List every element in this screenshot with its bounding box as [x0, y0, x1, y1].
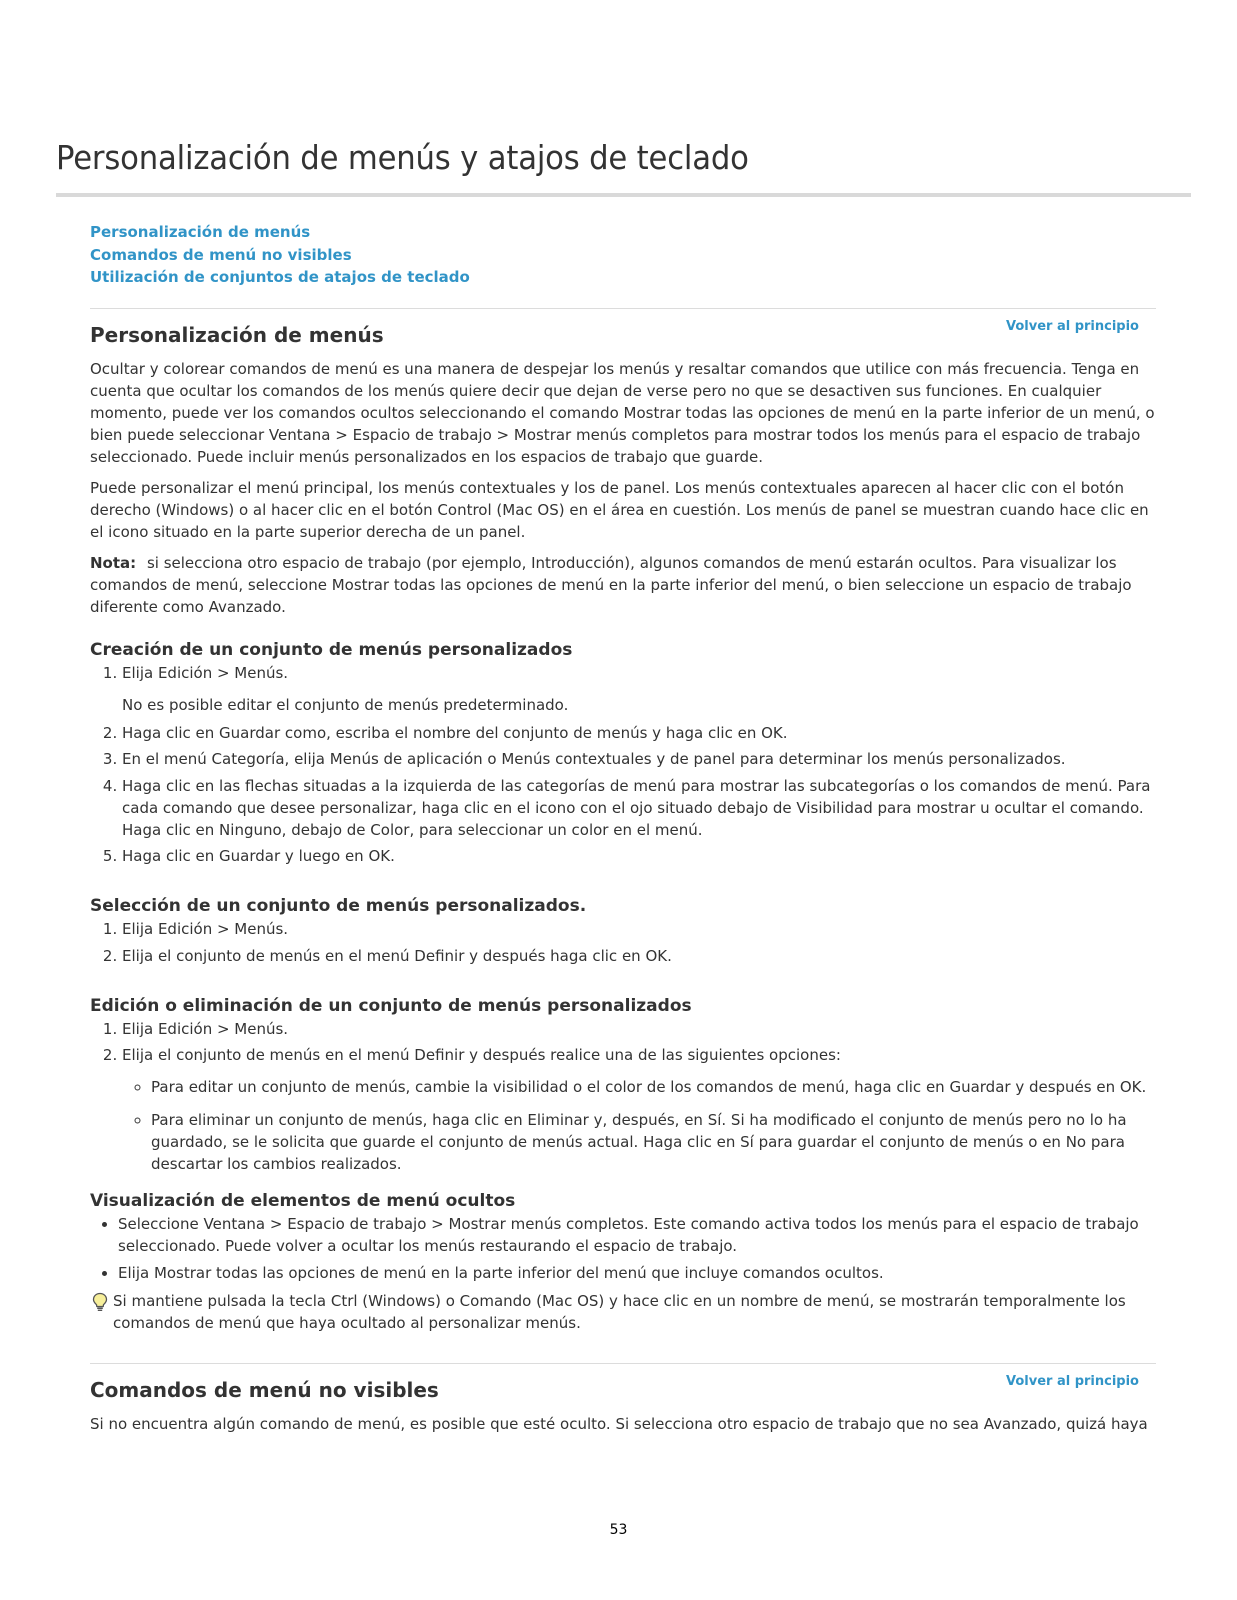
list-item: 1. Elija Edición > Menús. [122, 1018, 1156, 1040]
paragraph: Si no encuentra algún comando de menú, es posible que esté oculto. Si selecciona otro espacio de trabajo que no sea Avanzado, quizá haya [90, 1414, 1148, 1433]
subheading-crear: Creación de un conjunto de menús personalizados [90, 639, 573, 660]
page-number: 53 [609, 1522, 628, 1538]
paragraph: Ocultar y colorear comandos de menú es una manera de despejar los menús y resaltar comandos que utilice con más frecuencia. Tenga en cuenta que ocultar los comandos de los menús quiere decir que dejan de verse pero no que se desactiven sus funciones. En cualquier momento, puede ver los comandos ocultos seleccionando el comando Mostrar todas las opciones de menú en la parte inferior de un menú, o bien puede seleccionar Ventana > Espacio de trabajo > Mostrar menús completos para mostrar todos los menús para el espacio de trabajo seleccionado. Puede incluir menús personalizados en los espacios de trabajo que guarde. [90, 359, 1155, 466]
step-note: No es posible editar el conjunto de menús predeterminado. [122, 695, 569, 714]
list-item: 1. Elija Edición > Menús. [122, 918, 1156, 940]
list-item: 5. Haga clic en Guardar y luego en OK. [122, 845, 1156, 867]
toc-link-atajos-teclado[interactable]: Utilización de conjuntos de atajos de teclado [90, 268, 470, 286]
note-text: si selecciona otro espacio de trabajo (por ejemplo, Introducción), algunos comandos de menú estarán ocultos. Para visualizar los comandos de menú, seleccione Mostrar todas las opciones de menú en la parte inferior del menú, o bien seleccione un espacio de trabajo diferente como Avanzado. [90, 553, 1132, 616]
back-to-top-link[interactable]: Volver al principio [1005, 318, 1139, 334]
steps-list [90, 918, 1156, 967]
section-comandos-no-visibles [90, 1363, 1156, 1435]
toc-link-personalizacion[interactable]: Personalización de menús [90, 223, 311, 241]
section-heading: Comandos de menú no visibles [90, 1377, 439, 1402]
section-personalizacion [90, 308, 1156, 1334]
steps-list [90, 1018, 1156, 1176]
subheading-ocultos: Visualización de elementos de menú ocultos [90, 1191, 516, 1211]
list-item: • Seleccione Ventana > Espacio de trabajo > Mostrar menús completos. Este comando activa todos los menús para el espacio de trabajo seleccionado. Puede volver a ocultar los menús restaurando el espacio de trabajo. [118, 1213, 1156, 1257]
tip [90, 1290, 1156, 1334]
paragraph: Puede personalizar el menú principal, los menús contextuales y los de panel. Los menús contextuales aparecen al hacer clic con el botón derecho (Windows) o al hacer clic en el botón Control (Mac OS) en el área en cuestión. Los menús de panel se muestran cuando hace clic en el icono situado en la parte superior derecha de un panel. [90, 478, 1149, 541]
table-of-contents [90, 221, 1156, 289]
list-item: 3. En el menú Categoría, elija Menús de aplicación o Menús contextuales y de panel para determinar los menús personalizados. [122, 748, 1156, 770]
note [90, 552, 1156, 618]
options-list [122, 1076, 1156, 1175]
list-item: • Elija Mostrar todas las opciones de menú en la parte inferior del menú que incluye comandos ocultos. [118, 1262, 1156, 1284]
list-item: ◦ Para eliminar un conjunto de menús, haga clic en Eliminar y, después, en Sí. Si ha modificado el conjunto de menús pero no lo ha guardado, se le solicita que guarde el conjunto de menús actual. Haga clic en Sí para guardar el conjunto de menús o en No para descartar los cambios realizados. [151, 1109, 1156, 1175]
page-title: Personalización de menús y atajos de teclado [56, 138, 749, 177]
list-item: 4. Haga clic en las flechas situadas a la izquierda de las categorías de menú para mostrar las subcategorías o los comandos de menú. Para cada comando que desee personalizar, haga clic en el icono con el ojo situado debajo de Visibilidad para mostrar u ocultar el comando. Haga clic en Ninguno, debajo de Color, para seleccionar un color en el menú. [122, 775, 1156, 841]
toc-link-comandos-no-visibles[interactable]: Comandos de menú no visibles [90, 245, 352, 264]
title-divider [56, 193, 1191, 197]
back-to-top-link[interactable]: Volver al principio [1005, 1373, 1139, 1389]
lightbulb-icon [91, 1292, 109, 1312]
document-body [90, 221, 1156, 1444]
list-item: ◦ Para editar un conjunto de menús, cambie la visibilidad o el color de los comandos de menú, haga clic en Guardar y después en OK. [151, 1076, 1156, 1098]
list-item: 2. Elija el conjunto de menús en el menú Definir y después haga clic en OK. [122, 945, 1156, 967]
subheading-edicion: Edición o eliminación de un conjunto de menús personalizados [90, 995, 692, 1016]
tip-text: Si mantiene pulsada la tecla Ctrl (Windows) o Comando (Mac OS) y hace clic en un nombre de menú, se mostrarán temporalmente los comandos de menú que haya ocultado al personalizar menús. [113, 1291, 1126, 1332]
section-heading: Personalización de menús [90, 322, 384, 347]
steps-list [90, 662, 1156, 868]
note-label: Nota: [90, 553, 137, 572]
bullet-list [90, 1213, 1156, 1284]
list-item: 1. Elija Edición > Menús. No es posible editar el conjunto de menús predeterminado. [122, 662, 1156, 716]
list-item: 2. Haga clic en Guardar como, escriba el nombre del conjunto de menús y haga clic en OK. [122, 722, 1156, 744]
subheading-seleccion: Selección de un conjunto de menús personalizados. [90, 896, 587, 916]
list-item: 2. Elija el conjunto de menús en el menú Definir y después realice una de las siguientes opciones: ◦ Para editar un conjunto de menús, cambie la visibilidad o el color de los comandos de menú, haga clic en Guardar y después en OK. ◦ Para eliminar un conjunto de menús, haga clic en Eliminar y, después, en Sí. Si ha modificado el conjunto de menús pero no lo ha guardado, se le solicita que guarde el conjunto de menús actual. Haga clic en Sí para guardar el conjunto de menús o en No para descartar los cambios realizados. [122, 1044, 1156, 1175]
